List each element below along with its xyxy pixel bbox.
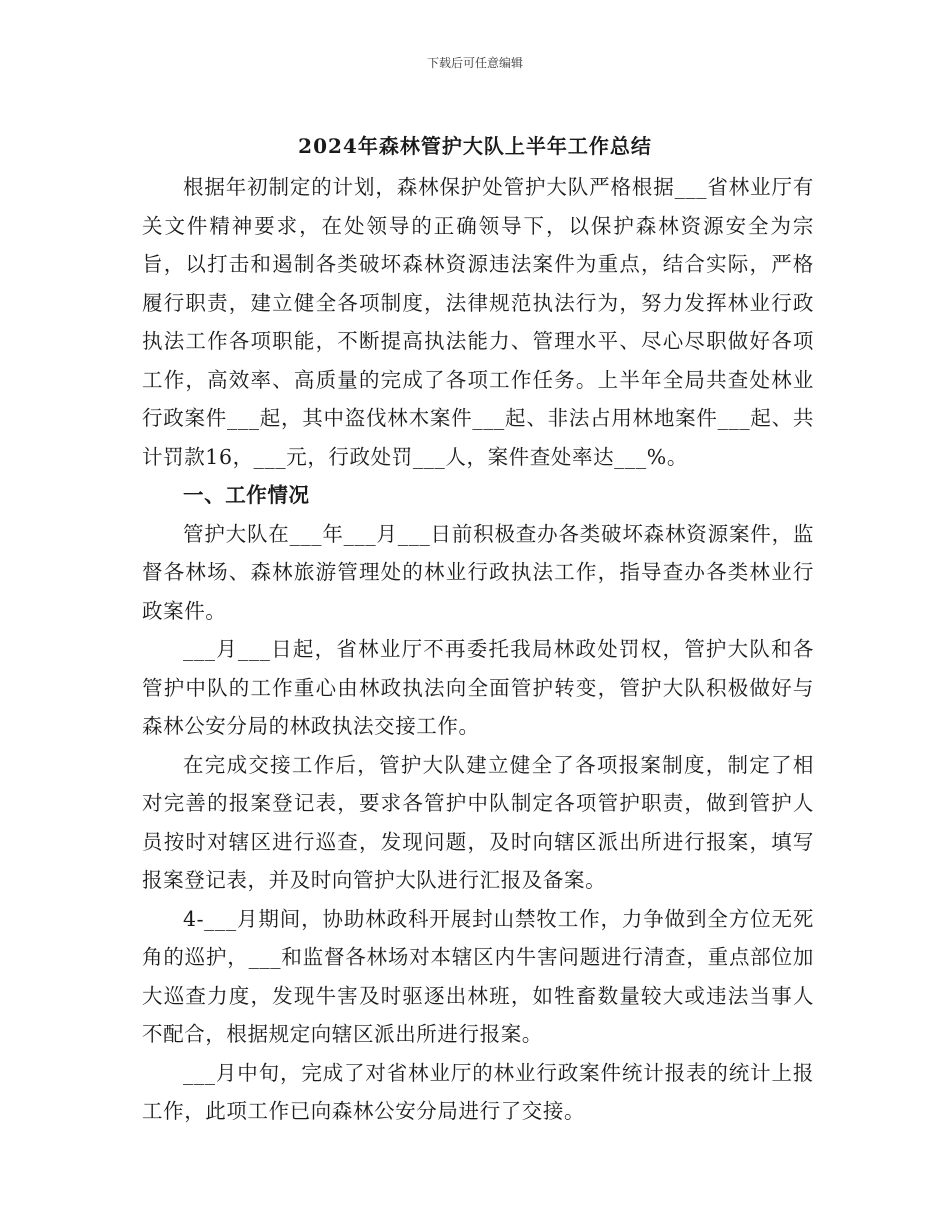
- document-body: [142, 168, 814, 1131]
- paragraph-4: 4-___月期间，协助林政科开展封山禁牧工作，力争做到全方位无死角的巡护，___和监督各林场对本辖区内牛害问题进行清查，重点部位加大巡查力度，发现牛害及时驱逐出林班，如牲畜数量较大或违法当事人不配合，根据规定向辖区派出所进行报案。: [142, 906, 814, 1046]
- paragraph-3: 在完成交接工作后，管护大队建立健全了各项报案制度，制定了相对完善的报案登记表，要求各管护中队制定各项管护职责，做到管护人员按时对辖区进行巡查，发现问题，及时向辖区派出所进行报案，填写报案登记表，并及时向管护大队进行汇报及备案。: [142, 752, 814, 892]
- paragraph-2: ___月___日起，省林业厅不再委托我局林政处罚权，管护大队和各管护中队的工作重心由林政执法向全面管护转变，管护大队积极做好与森林公安分局的林政执法交接工作。: [142, 637, 814, 738]
- header-note: 下载后可任意编辑: [426, 56, 523, 70]
- paragraph-intro: 根据年初制定的计划，森林保护处管护大队严格根据___省林业厅有关文件精神要求，在处领导的正确领导下，以保护森林资源安全为宗旨，以打击和遏制各类破坏森林资源违法案件为重点，结合实际，严格履行职责，建立健全各项制度，法律规范执法行为，努力发挥林业行政执法工作各项职能，不断提高执法能力、管理水平、尽心尽职做好各项工作，高效率、高质量的完成了各项工作任务。上半年全局共查处林业行政案件___起，其中盗伐林木案件___起、非法占用林地案件___起、共计罚款16，___元，行政处罚___人，案件查处率达___%。: [142, 175, 814, 469]
- paragraph-1: 管护大队在___年___月___日前积极查办各类破坏森林资源案件，监督各林场、森林旅游管理处的林业行政执法工作，指导查办各类林业行政案件。: [142, 521, 814, 623]
- paragraph-5: ___月中旬，完成了对省林业厅的林业行政案件统计报表的统计上报工作，此项工作已向森林公安分局进行了交接。: [142, 1060, 814, 1123]
- document-title: 2024年森林管护大队上半年工作总结: [298, 134, 652, 158]
- section-heading: 一、工作情况: [183, 483, 310, 507]
